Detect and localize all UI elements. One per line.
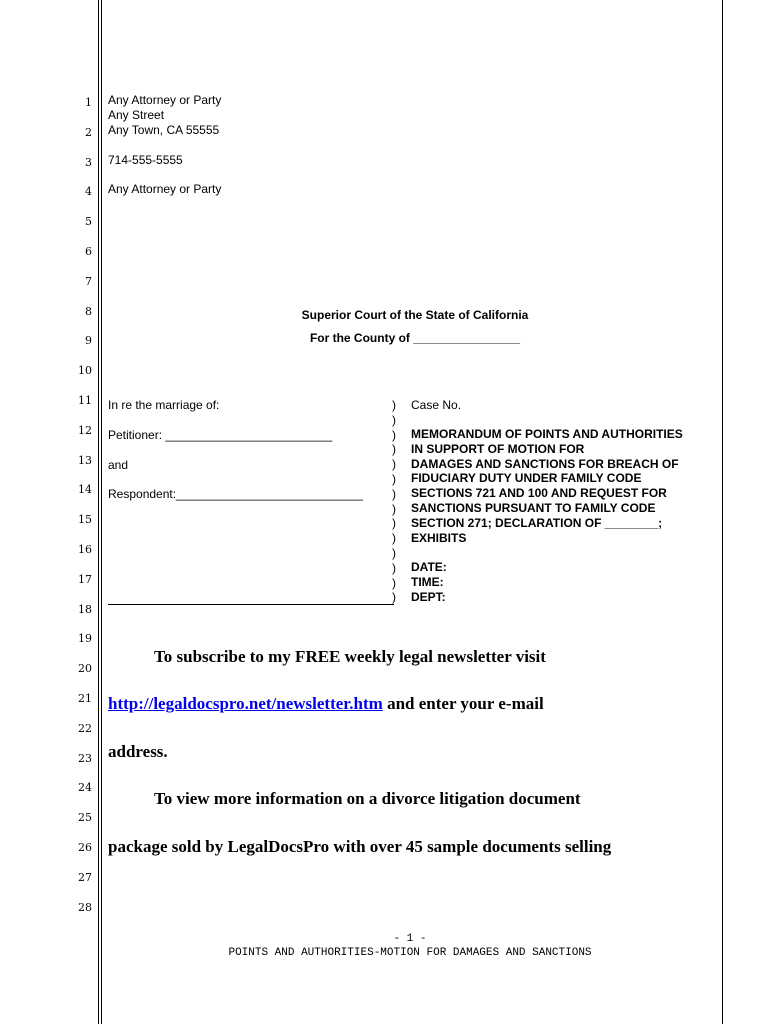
caption-title-line: SECTION 271; DECLARATION OF ________; — [411, 515, 663, 530]
line-number: 3 — [85, 155, 92, 169]
newsletter-link[interactable]: http://legaldocspro.net/newsletter.htm — [108, 694, 383, 713]
caption-title-line: MEMORANDUM OF POINTS AND AUTHORITIES — [411, 427, 683, 441]
caption-title-line: EXHIBITS — [411, 530, 467, 545]
line-number: 18 — [78, 602, 92, 616]
attorney-street: Any Street — [108, 108, 165, 122]
line-number: 5 — [85, 215, 92, 229]
caption-paren: ) — [392, 545, 396, 560]
caption-paren: ) — [392, 531, 396, 546]
caption-title-line: FIDUCIARY DUTY UNDER FAMILY CODE — [411, 471, 642, 486]
line-number: 26 — [78, 841, 92, 854]
body-para2-line2: package sold by LegalDocsPro with over 45 sample documents selling — [108, 837, 612, 856]
footer-page-number: - 1 - — [393, 933, 427, 945]
line-number: 2 — [85, 125, 92, 139]
caption-date-label: DATE: — [411, 560, 447, 574]
caption-dept-label: DEPT: — [411, 590, 446, 604]
court-name: Superior Court of the State of California — [301, 308, 529, 322]
line-number: 27 — [78, 870, 92, 884]
attorney-city: Any Town, CA 55555 — [108, 123, 220, 137]
body-para1-line1: To subscribe to my FREE weekly legal newsletter visit — [154, 647, 546, 666]
line-number: 15 — [78, 513, 92, 527]
caption-petitioner: Petitioner: _________________________ — [108, 428, 333, 442]
line-number: 13 — [78, 453, 92, 467]
line-number: 9 — [85, 334, 92, 348]
caption-paren: ) — [392, 486, 396, 501]
caption-paren: ) — [392, 457, 396, 472]
caption-title-line: SANCTIONS PURSUANT TO FAMILY CODE — [411, 500, 656, 515]
body-para1-line2 — [108, 694, 544, 714]
line-number: 28 — [78, 900, 92, 914]
caption-paren-column — [392, 398, 396, 605]
line-number: 16 — [78, 543, 92, 556]
line-number: 4 — [85, 185, 92, 199]
caption-respondent: Respondent:____________________________ — [108, 487, 363, 501]
caption-paren: ) — [392, 412, 396, 427]
line-number: 23 — [78, 751, 92, 765]
footer-title: POINTS AND AUTHORITIES-MOTION FOR DAMAGES AND SANCTIONS — [228, 947, 592, 959]
caption-in-re: In re the marriage of: — [108, 398, 220, 412]
line-number: 6 — [85, 245, 92, 258]
caption-title-line: DAMAGES AND SANCTIONS FOR BREACH OF — [411, 456, 679, 471]
caption-title-line: IN SUPPORT OF MOTION FOR — [411, 441, 585, 456]
line-number: 10 — [78, 364, 92, 378]
caption-paren: ) — [392, 427, 396, 442]
attorney-name: Any Attorney or Party — [108, 93, 222, 107]
line-number: 12 — [78, 423, 92, 437]
line-number: 19 — [78, 632, 92, 646]
caption-paren: ) — [392, 471, 396, 486]
line-number: 14 — [78, 483, 92, 497]
caption-time-label: TIME: — [411, 575, 444, 589]
right-margin-rule — [722, 0, 723, 1024]
body-para1-line3: address. — [108, 742, 168, 761]
attorney-phone: 714-555-5555 — [108, 153, 183, 167]
caption-paren: ) — [392, 575, 396, 590]
caption-title-line: SECTIONS 721 AND 100 AND REQUEST FOR — [411, 486, 667, 501]
line-number: 21 — [78, 692, 92, 705]
line-number: 1 — [85, 96, 92, 109]
caption-paren: ) — [392, 501, 396, 516]
court-county: For the County of ________________ — [309, 331, 521, 345]
caption-paren: ) — [392, 398, 396, 412]
caption-paren: ) — [392, 442, 396, 457]
caption-paren: ) — [392, 590, 396, 605]
line-number: 17 — [78, 572, 92, 586]
left-margin-rule-outer — [98, 0, 99, 1024]
line-number: 24 — [78, 781, 92, 795]
line-number: 22 — [78, 721, 92, 735]
line-number: 7 — [85, 274, 92, 288]
caption-document-title — [411, 427, 683, 545]
line-number: 11 — [78, 394, 92, 407]
caption-and: and — [108, 458, 129, 472]
left-margin-rule-inner — [101, 0, 102, 1024]
caption-paren: ) — [392, 516, 396, 531]
attorney-role: Any Attorney or Party — [108, 182, 222, 196]
caption-bottom-rule — [108, 604, 394, 605]
body-para1-line2-rest: and enter your e-mail — [382, 694, 544, 713]
caption-case-no: Case No. — [411, 398, 462, 412]
line-number: 25 — [78, 811, 92, 825]
line-number: 8 — [85, 304, 92, 318]
body-para2-line1: To view more information on a divorce litigation document — [154, 789, 581, 808]
line-number: 20 — [78, 662, 92, 676]
caption-paren: ) — [392, 560, 396, 575]
